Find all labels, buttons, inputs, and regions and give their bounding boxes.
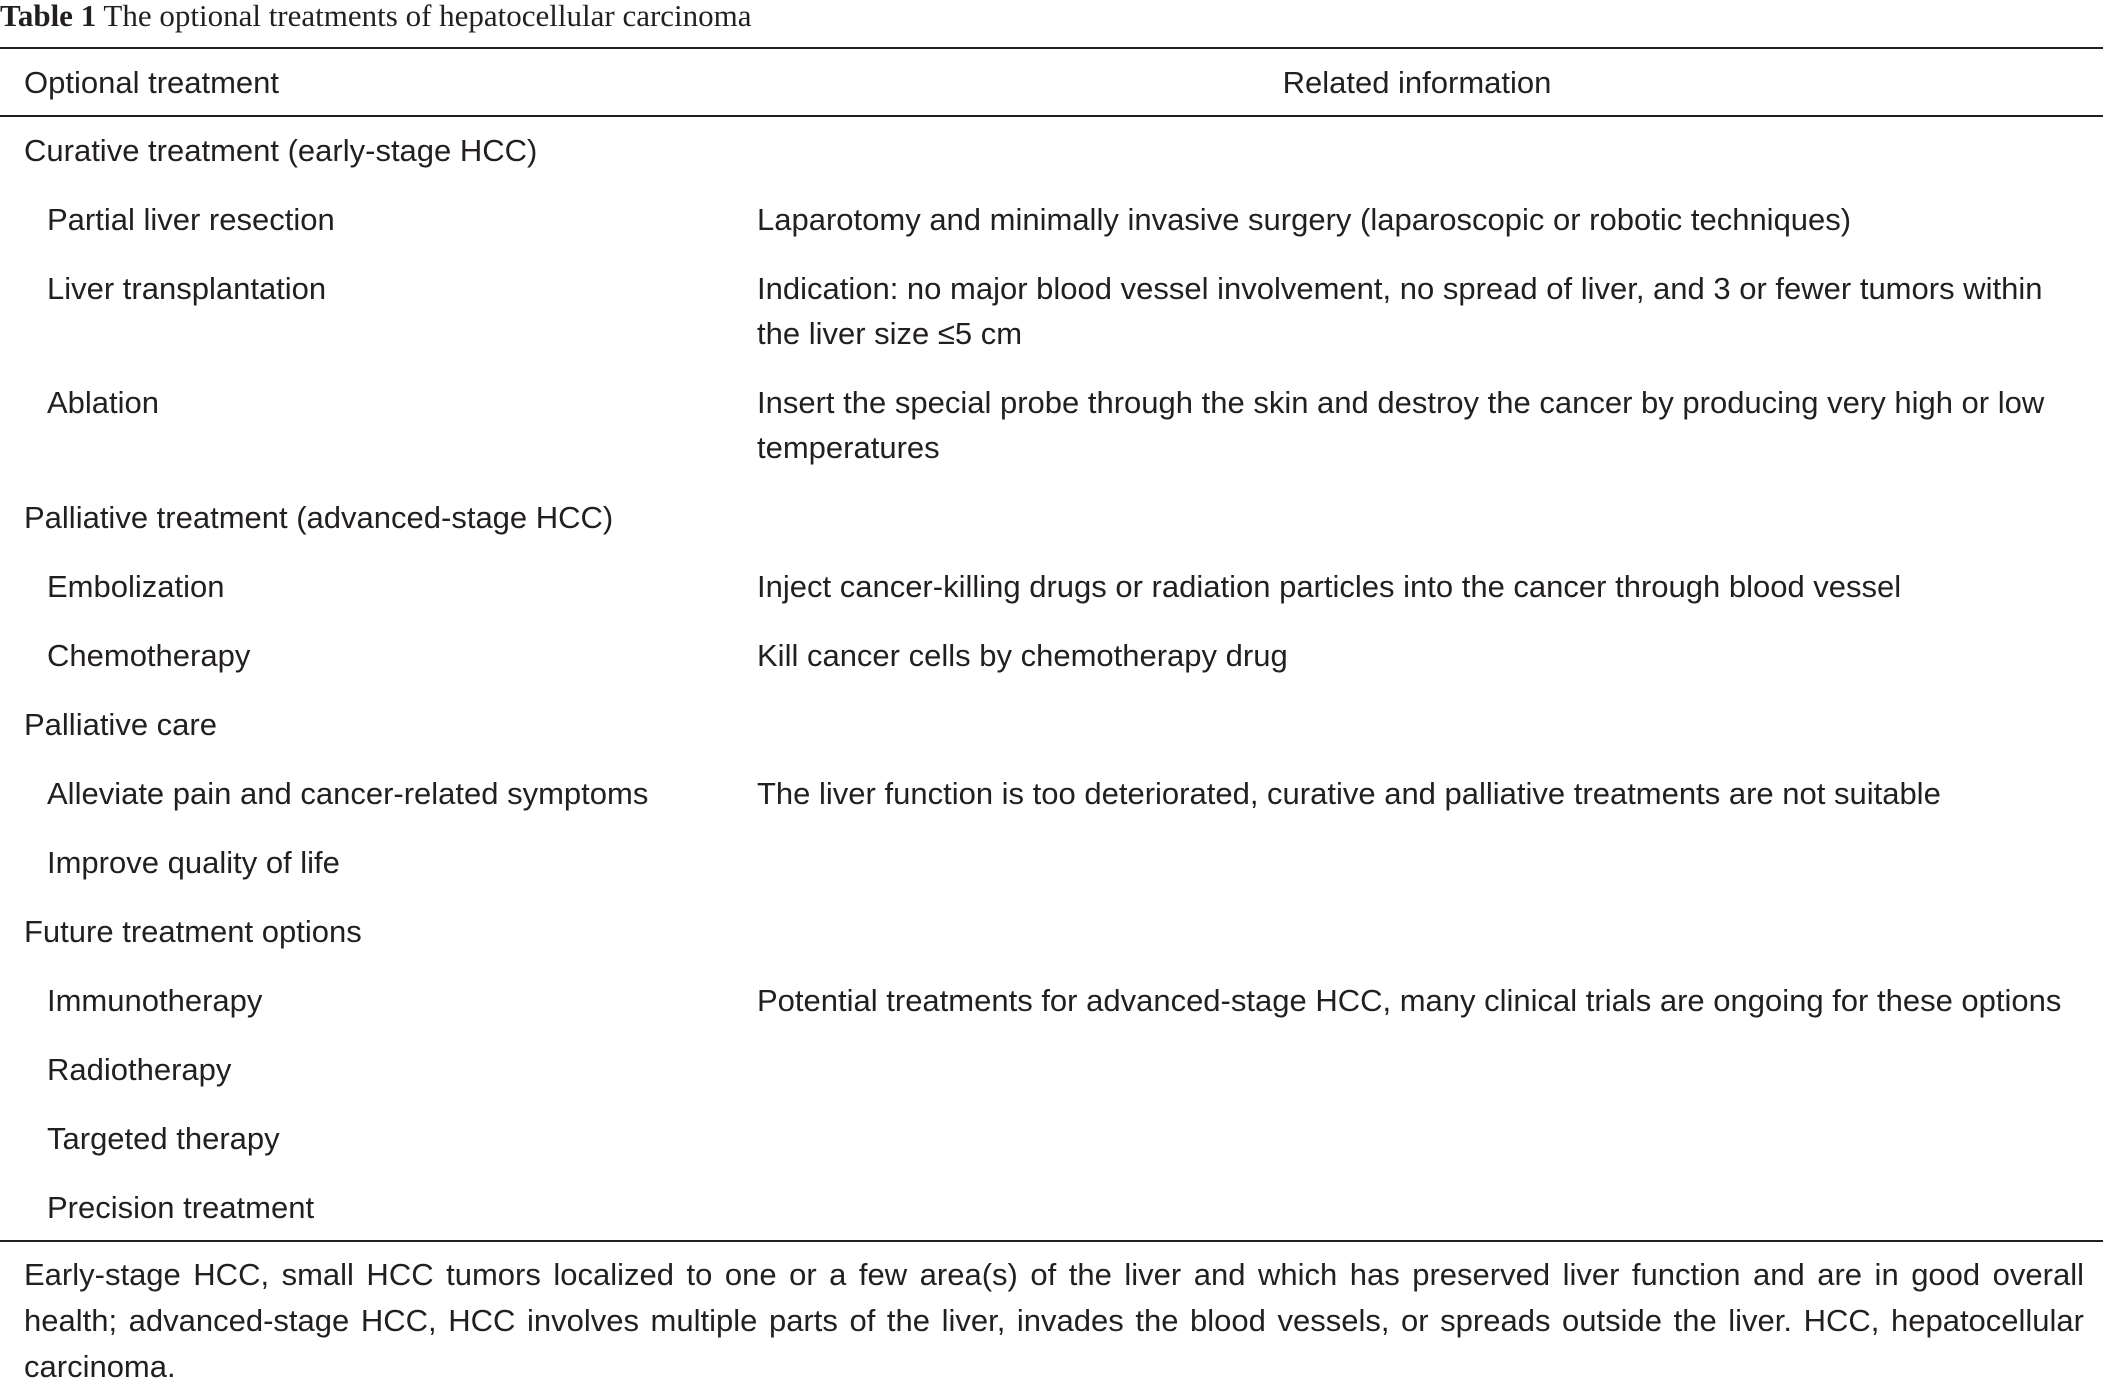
- column-header-optional-treatment: Optional treatment: [24, 65, 280, 100]
- table-title: The optional treatments of hepatocellular carcinoma: [103, 0, 752, 33]
- care-improve-quality-of-life: Improve quality of life: [47, 845, 340, 880]
- table-footnote: Early-stage HCC, small HCC tumors localized to one or a few area(s) of the liver and which has preserved liver function and are in good overall health; advanced-stage HCC, HCC involves multiple parts of the liver, invades the blood vessels, or spreads outside the liver. HCC, hepatocellular carcinoma.: [24, 1257, 2084, 1384]
- table-number: Table 1: [0, 0, 97, 33]
- info-partial-liver-resection: Laparotomy and minimally invasive surgery (laparoscopic or robotic techniques): [757, 202, 1852, 237]
- header-rule: [0, 115, 2103, 117]
- info-chemotherapy: Kill cancer cells by chemotherapy drug: [757, 638, 1288, 673]
- treatment-radiotherapy: Radiotherapy: [47, 1052, 232, 1087]
- section-title-palliative-treatment: Palliative treatment (advanced-stage HCC): [24, 500, 614, 535]
- info-palliative-care: The liver function is too deteriorated, curative and palliative treatments are not suitable: [757, 776, 1941, 811]
- section-title-curative: Curative treatment (early-stage HCC): [24, 133, 538, 168]
- treatment-ablation: Ablation: [47, 385, 160, 420]
- treatment-chemotherapy: Chemotherapy: [47, 638, 251, 673]
- treatment-targeted-therapy: Targeted therapy: [47, 1121, 280, 1156]
- column-header-related-information: Related information: [1282, 65, 1552, 100]
- info-future-options: Potential treatments for advanced-stage HCC, many clinical trials are ongoing for these options: [757, 983, 2062, 1018]
- table-caption: [0, 0, 752, 36]
- top-rule: [0, 47, 2103, 49]
- treatment-precision: Precision treatment: [47, 1190, 315, 1225]
- treatment-liver-transplantation: Liver transplantation: [47, 271, 327, 306]
- section-title-palliative-care: Palliative care: [24, 707, 217, 742]
- info-liver-transplantation: Indication: no major blood vessel involvement, no spread of liver, and 3 or fewer tumors within the liver size ≤5 cm: [757, 271, 2043, 351]
- info-embolization: Inject cancer-killing drugs or radiation particles into the cancer through blood vessel: [757, 569, 1902, 604]
- bottom-rule: [0, 1240, 2103, 1242]
- treatment-embolization: Embolization: [47, 569, 225, 604]
- treatment-immunotherapy: Immunotherapy: [47, 983, 263, 1018]
- treatment-partial-liver-resection: Partial liver resection: [47, 202, 335, 237]
- section-title-future-options: Future treatment options: [24, 914, 362, 949]
- care-alleviate-pain: Alleviate pain and cancer-related symptoms: [47, 776, 649, 811]
- info-ablation: Insert the special probe through the skin and destroy the cancer by producing very high or low temperatures: [757, 385, 2045, 465]
